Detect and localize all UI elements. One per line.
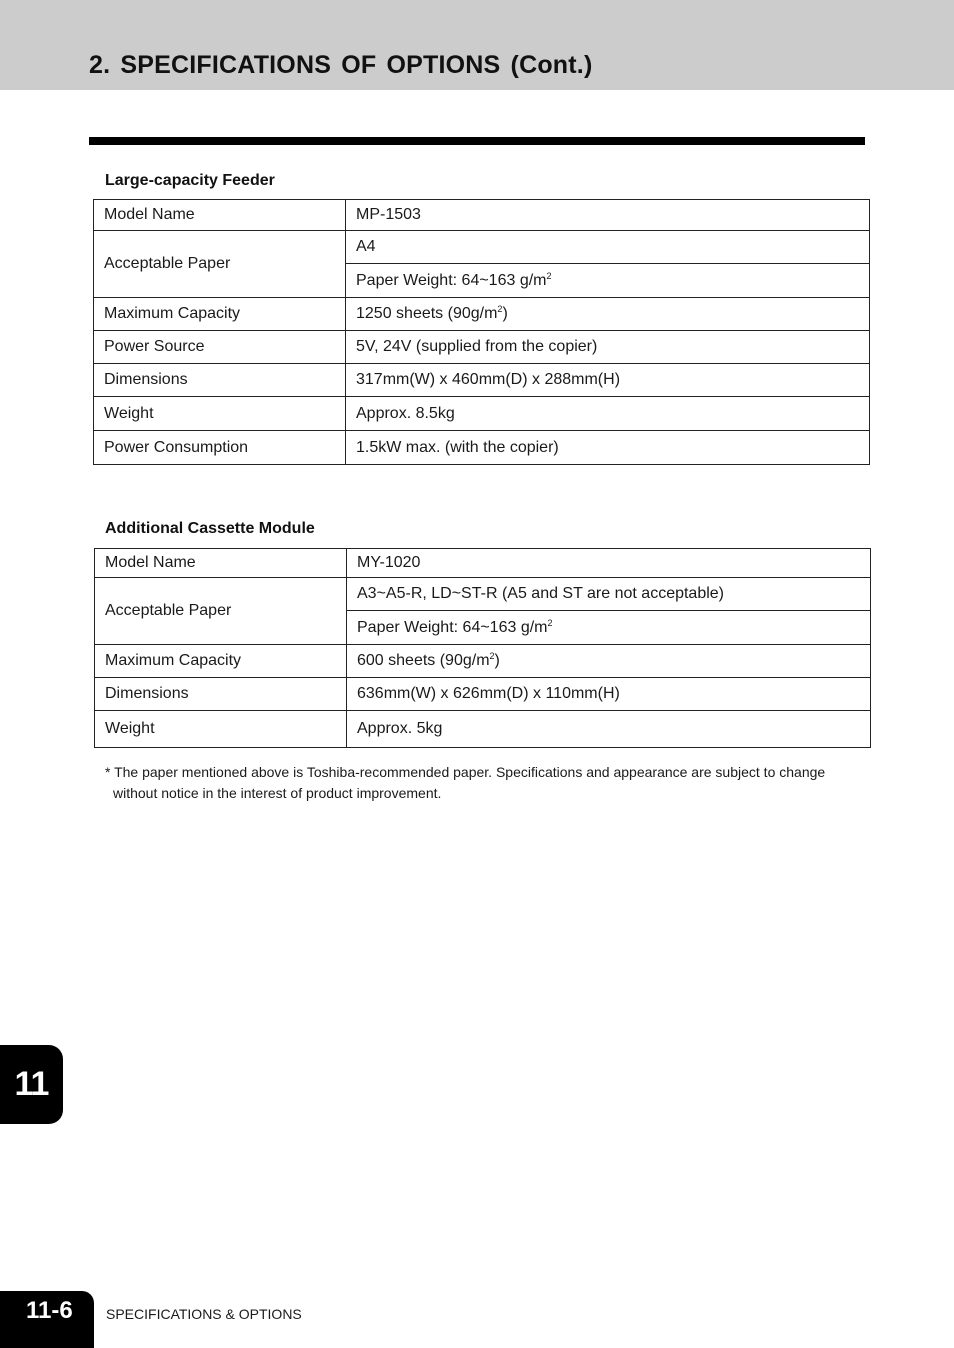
table-row bbox=[94, 231, 870, 264]
cassette-spec-table bbox=[94, 548, 871, 748]
table-row bbox=[94, 200, 870, 231]
page-title: 2. SPECIFICATIONS OF OPTIONS (Cont.) bbox=[89, 51, 593, 79]
spec-label: Dimensions bbox=[94, 364, 346, 397]
table-row bbox=[95, 578, 871, 611]
spec-label: Weight bbox=[94, 397, 346, 431]
spec-value: 317mm(W) x 460mm(D) x 288mm(H) bbox=[346, 364, 870, 397]
spec-label: Weight bbox=[95, 711, 347, 748]
table-row bbox=[95, 549, 871, 578]
table-row bbox=[94, 298, 870, 331]
feeder-spec-table bbox=[93, 199, 870, 465]
spec-value: MP-1503 bbox=[346, 200, 870, 231]
spec-label: Acceptable Paper bbox=[94, 231, 346, 298]
spec-value: 600 sheets $(90g/m^2)$ bbox=[347, 645, 871, 678]
table-row bbox=[95, 645, 871, 678]
spec-value: Paper Weight: 64~163 $g/m^2$ bbox=[346, 264, 870, 298]
spec-label: Acceptable Paper bbox=[95, 578, 347, 645]
spec-value: 1.5kW max. (with the copier) bbox=[346, 431, 870, 465]
footer-section-title: SPECIFICATIONS & OPTIONS bbox=[106, 1306, 302, 1322]
spec-value: 636mm(W) x 626mm(D) x 110mm(H) bbox=[347, 678, 871, 711]
spec-label: Dimensions bbox=[95, 678, 347, 711]
footnote bbox=[105, 762, 865, 804]
spec-label: Power Source bbox=[94, 331, 346, 364]
table-row bbox=[94, 331, 870, 364]
spec-label: Model Name bbox=[95, 549, 347, 578]
chapter-tab: 11 bbox=[0, 1045, 63, 1124]
footnote-line-2: without notice in the interest of product improvement. bbox=[113, 785, 442, 801]
spec-value: Approx. 5kg bbox=[347, 711, 871, 748]
table-row bbox=[95, 678, 871, 711]
table-row bbox=[94, 364, 870, 397]
spec-value: Approx. 8.5kg bbox=[346, 397, 870, 431]
footnote-line-1: * The paper mentioned above is Toshiba-recommended paper. Specifications and appearance are subject to change bbox=[105, 764, 826, 780]
page-number: 11-6 bbox=[0, 1291, 94, 1348]
spec-value: 5V, 24V (supplied from the copier) bbox=[346, 331, 870, 364]
spec-value: A3~A5-R, LD~ST-R (A5 and ST are not acceptable) bbox=[347, 578, 871, 611]
spec-value: MY-1020 bbox=[347, 549, 871, 578]
table-row bbox=[94, 397, 870, 431]
table-row bbox=[95, 711, 871, 748]
section-title-cassette: Additional Cassette Module bbox=[105, 520, 315, 537]
section-title-feeder: Large-capacity Feeder bbox=[105, 172, 275, 189]
spec-label: Maximum Capacity bbox=[94, 298, 346, 331]
spec-value: 1250 sheets $(90g/m^2)$ bbox=[346, 298, 870, 331]
spec-label: Power Consumption bbox=[94, 431, 346, 465]
spec-label: Model Name bbox=[94, 200, 346, 231]
spec-value: A4 bbox=[346, 231, 870, 264]
spec-value: Paper Weight: 64~163 $g/m^2$ bbox=[347, 611, 871, 645]
section-rule bbox=[89, 137, 865, 145]
table-row bbox=[94, 431, 870, 465]
spec-label: Maximum Capacity bbox=[95, 645, 347, 678]
